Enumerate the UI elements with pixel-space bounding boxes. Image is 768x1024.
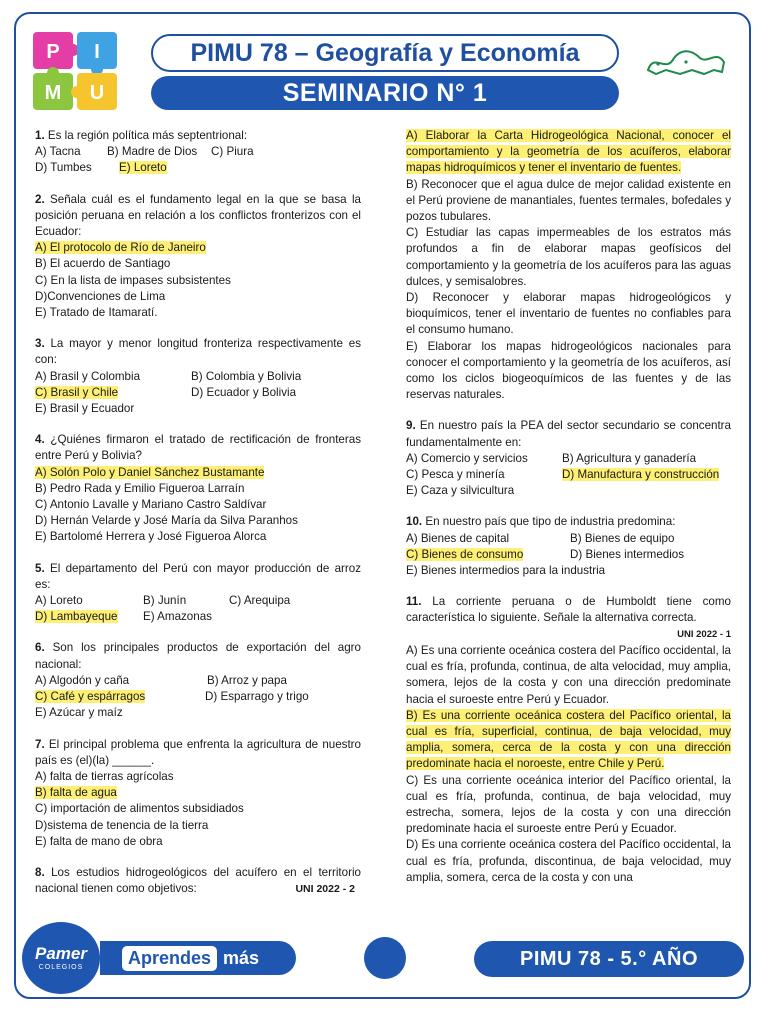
option-c-answer: C) Café y espárragos [35, 690, 146, 704]
question-8-stem [35, 865, 361, 898]
question-stem: Es la región política más septentrional: [47, 129, 248, 142]
option-a: A) Algodón y caña [35, 673, 130, 687]
question-number: 2. [35, 192, 45, 206]
option-c: C) Pesca y minería [406, 468, 505, 482]
option-b-answer: B) falta de agua [35, 786, 117, 800]
option-e: E) Caza y silvicultura [406, 484, 515, 498]
question-number: 6. [35, 641, 45, 655]
question-number: 10. [406, 515, 423, 529]
option-d: D) Es una corriente oceánica costera del Pacífico occidental, la cual es fría, profunda, discontinua, de baja velocidad, muy amplia, somera, cerca de la costa y con una [406, 838, 731, 884]
brand-sub: COLEGIOS [38, 963, 84, 971]
pamer-logo [22, 922, 100, 994]
option-e: E) Brasil y Ecuador [35, 402, 135, 416]
aprendes-label: Aprendes [122, 946, 217, 971]
question-stem: Señala cuál es el fundamento legal en la que se basa la posición peruana en relación a los conflictos fronterizos con el Ecuador: [35, 192, 361, 239]
option-c: C) En la lista de impases subsistentes [35, 273, 231, 287]
question-stem: En nuestro país que tipo de industria predomina: [425, 515, 676, 529]
option-e: E) Bartolomé Herrera y José Figueroa Alorca [35, 530, 267, 544]
option-d: D)Convenciones de Lima [35, 289, 166, 303]
option-e: E) Bienes intermedios para la industria [406, 564, 606, 578]
grade-label: PIMU 78 - 5.° AÑO [474, 941, 744, 977]
course-title: PIMU 78 – Geografía y Economía [151, 34, 619, 72]
question-number: 1. [35, 129, 45, 142]
option-e: E) Tratado de Itamaratí. [35, 306, 158, 320]
option-e: E) Amazonas [143, 610, 212, 624]
option-d: D) Bienes intermedios [570, 547, 685, 561]
option-d: D) Ecuador y Bolivia [191, 385, 297, 399]
option-c: C) Piura [211, 145, 254, 159]
brand-name: Pamer [35, 943, 87, 963]
question-stem: En nuestro país la PEA del sector secundario se concentra fundamentalmente en: [406, 419, 731, 449]
left-column [35, 128, 361, 913]
map-doodle-icon [644, 44, 728, 80]
question-1 [35, 128, 361, 177]
option-b: B) Colombia y Bolivia [191, 369, 302, 383]
mas-label: más [223, 947, 260, 968]
option-a: A) Loreto [35, 594, 83, 608]
question-stem: ¿Quiénes firmaron el tratado de rectificación de fronteras entre Perú y Bolivia? [35, 433, 361, 463]
option-c-answer: C) Brasil y Chile [35, 385, 119, 399]
option-a: A) falta de tierras agrícolas [35, 769, 174, 783]
option-d: D) Esparrago y trigo [205, 690, 309, 704]
option-a: A) Bienes de capital [406, 531, 510, 545]
option-d-answer: D) Manufactura y construcción [562, 468, 720, 482]
question-7 [35, 737, 361, 850]
question-stem: La mayor y menor longitud fronteriza respectivamente es con: [35, 337, 361, 367]
option-d: D) Tumbes [35, 161, 92, 175]
option-e: E) falta de mano de obra [35, 834, 163, 848]
option-b: B) Agricultura y ganadería [562, 451, 697, 465]
option-e-answer: E) Loreto [119, 161, 167, 175]
option-c: C) Antonio Lavalle y Mariano Castro Saldívar [35, 498, 267, 512]
option-b: B) Pedro Rada y Emilio Figueroa Larraín [35, 481, 245, 495]
question-stem: El principal problema que enfrenta la agricultura de nuestro país es (el)(la) ______. [35, 737, 361, 767]
question-11 [406, 594, 731, 886]
question-stem: Son los principales productos de exportación del agro nacional: [35, 641, 361, 671]
option-b: B) Junín [143, 594, 187, 608]
question-5 [35, 561, 361, 626]
option-b: B) Bienes de equipo [570, 531, 675, 545]
question-number: 9. [406, 419, 416, 433]
question-number: 4. [35, 433, 45, 447]
option-b-answer: B) Es una corriente oceánica costera del Pacífico oriental, la cual es fría, superficial, continua, de baja velocidad, muy amplia, somera, cerca de la costa y con una dirección predominate hacia el noroeste, entre Chile y Perú. [406, 708, 731, 771]
option-a: A) Tacna [35, 145, 81, 159]
right-column [406, 128, 731, 901]
option-c: C) Estudiar las capas impermeables de los estratos más profundos a fin de elaborar mapas geofísicos del comportamiento y la geometría de los acuíferos para las aguas dulces, y semisalobres. [406, 226, 731, 288]
option-c: C) importación de alimentos subsidiados [35, 802, 244, 816]
question-stem: La corriente peruana o de Humboldt tiene como característica lo siguiente. Señale la alternativa correcta. [406, 595, 731, 625]
option-a-answer: A) Elaborar la Carta Hidrogeológica Nacional, conocer el comportamiento y la geometría de los acuíferos, elaborar mapas hidroquímicos y tener el inventario de fuentes. [406, 129, 731, 175]
question-stem: El departamento del Perú con mayor producción de arroz es: [35, 561, 361, 591]
pimu-puzzle-logo [33, 32, 117, 110]
logo-letter-m: M [44, 82, 62, 104]
option-a: A) Es una corriente oceánica costera del Pacífico occidental, la cual es fría, profunda, continua, de alta velocidad, muy amplia, somera, lejos de la costa y con una dirección predominate hacia el suroeste entre Perú y Ecuador. [406, 643, 731, 706]
question-6 [35, 640, 361, 721]
option-b: B) Reconocer que el agua dulce de mejor calidad existente en el Perú proviene de manantiales, fuentes termales, bofedales y pozos tubulares. [406, 177, 731, 224]
logo-letter-i: I [94, 41, 100, 63]
option-a-answer: A) Solón Polo y Daniel Sánchez Bustamante [35, 465, 265, 479]
option-a-answer: A) El protocolo de Río de Janeiro [35, 241, 206, 255]
aprendes-mas-banner [100, 941, 296, 975]
question-number: 8. [35, 865, 45, 879]
exam-tag: UNI 2022 - 2 [295, 883, 355, 896]
logo-letter-u: U [89, 82, 105, 104]
option-e: E) Azúcar y maíz [35, 706, 123, 720]
question-stem: Los estudios hidrogeológicos del acuífero en el territorio nacional tienen como objetivos: [35, 865, 361, 896]
question-number: 11. [406, 595, 422, 609]
option-b: B) Madre de Dios [107, 145, 198, 159]
option-e: E) Elaborar los mapas hidrogeológicos nacionales para conocer el comportamiento y la geometría de los acuíferos, así como los ciclos biogeoquímicos de las fuentes y de las reservas naturales. [406, 339, 731, 402]
logo-letter-p: P [46, 41, 60, 63]
question-number: 7. [35, 737, 45, 751]
option-d: D) Hernán Velarde y José María da Silva Paranhos [35, 514, 298, 528]
option-c-answer: C) Bienes de consumo [406, 547, 524, 561]
option-c: C) Es una corriente oceánica interior del Pacífico oriental, la cual es fría, profunda, continua, de baja velocidad, muy estrecha, somera, lejos de la costa y con una dirección predominate hacia el suroeste entre Perú y Ecuador. [406, 773, 731, 836]
question-4 [35, 432, 361, 545]
question-9 [406, 418, 731, 499]
option-c: C) Arequipa [229, 594, 291, 608]
exam-tag: UNI 2022 - 1 [677, 628, 731, 640]
option-d: D)sistema de tenencia de la tierra [35, 818, 209, 832]
question-number: 5. [35, 561, 45, 575]
question-2 [35, 192, 361, 322]
question-10 [406, 514, 731, 579]
option-d-answer: D) Lambayeque [35, 610, 118, 624]
question-8-options [406, 128, 731, 403]
option-a: A) Comercio y servicios [406, 451, 528, 465]
option-b: B) El acuerdo de Santiago [35, 257, 171, 271]
option-d: D) Reconocer y elaborar mapas hidrogeológicos y bioquímicos, tener el inventario de fuentes no confiables para el consumo humano. [406, 291, 731, 337]
page-dot [364, 937, 406, 979]
question-3 [35, 336, 361, 417]
question-number: 3. [35, 337, 45, 351]
option-b: B) Arroz y papa [207, 673, 287, 687]
option-a: A) Brasil y Colombia [35, 369, 141, 383]
seminar-title: SEMINARIO N° 1 [151, 76, 619, 110]
